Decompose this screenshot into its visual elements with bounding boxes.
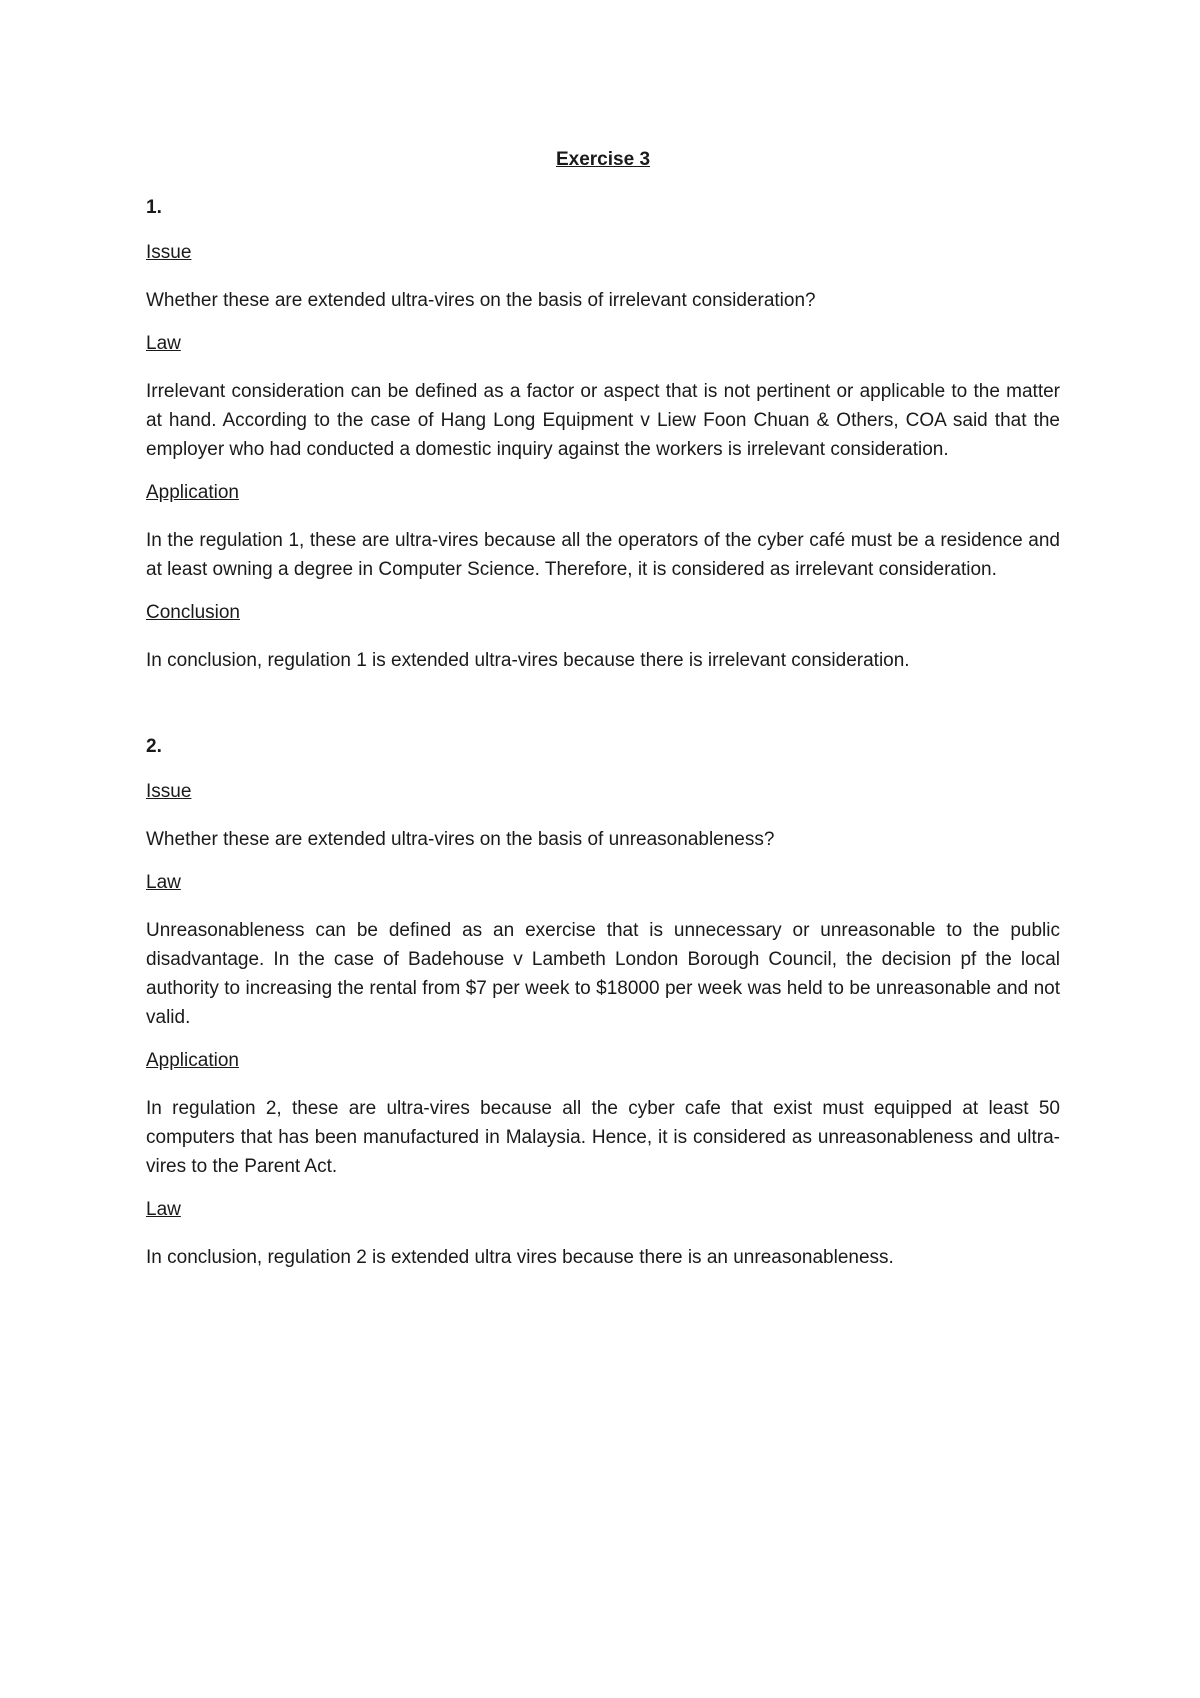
q1-application-heading: Application (146, 482, 239, 503)
q2-issue-heading: Issue (146, 781, 192, 802)
question-1-number: 1. (146, 197, 162, 218)
q1-conclusion-text: In conclusion, regulation 1 is extended ultra-vires because there is irrelevant consideration. (146, 650, 910, 671)
q2-application-text: In regulation 2, these are ultra-vires because all the cyber cafe that exist must equipped at least 50 computers that has been manufactured in Malaysia. Hence, it is considered as unreasonableness and ultra-vires to the Parent Act. (146, 1098, 1060, 1177)
q1-issue-text: Whether these are extended ultra-vires on the basis of irrelevant consideration? (146, 290, 816, 311)
q1-conclusion-heading: Conclusion (146, 602, 240, 623)
document-title: Exercise 3 (555, 149, 651, 170)
q2-law-text: Unreasonableness can be defined as an exercise that is unnecessary or unreasonable to the public disadvantage. In the case of Badehouse v Lambeth London Borough Council, the decision pf the local authority to increasing the rental from $7 per week to $18000 per week was held to be unreasonable and not valid. (146, 920, 1060, 1028)
section-spacer (146, 692, 1060, 735)
q2-conclusion-heading: Law (146, 1199, 181, 1220)
q1-issue-heading: Issue (146, 242, 192, 263)
document-body (146, 148, 1060, 1289)
q2-law-heading: Law (146, 872, 181, 893)
q1-law-text: Irrelevant consideration can be defined as a factor or aspect that is not pertinent or applicable to the matter at hand. According to the case of Hang Long Equipment v Liew Foon Chuan & Others, COA said that the employer who had conducted a domestic inquiry against the workers is irrelevant consideration. (146, 381, 1060, 460)
q1-law-heading: Law (146, 333, 181, 354)
q2-application-heading: Application (146, 1050, 239, 1071)
question-2-number: 2. (146, 736, 162, 757)
q2-issue-text: Whether these are extended ultra-vires on the basis of unreasonableness? (146, 829, 775, 850)
q1-application-text: In the regulation 1, these are ultra-vires because all the operators of the cyber café must be a residence and at least owning a degree in Computer Science. Therefore, it is considered as irrelevant consideration. (146, 530, 1060, 580)
q2-conclusion-text: In conclusion, regulation 2 is extended ultra vires because there is an unreasonableness. (146, 1247, 894, 1268)
